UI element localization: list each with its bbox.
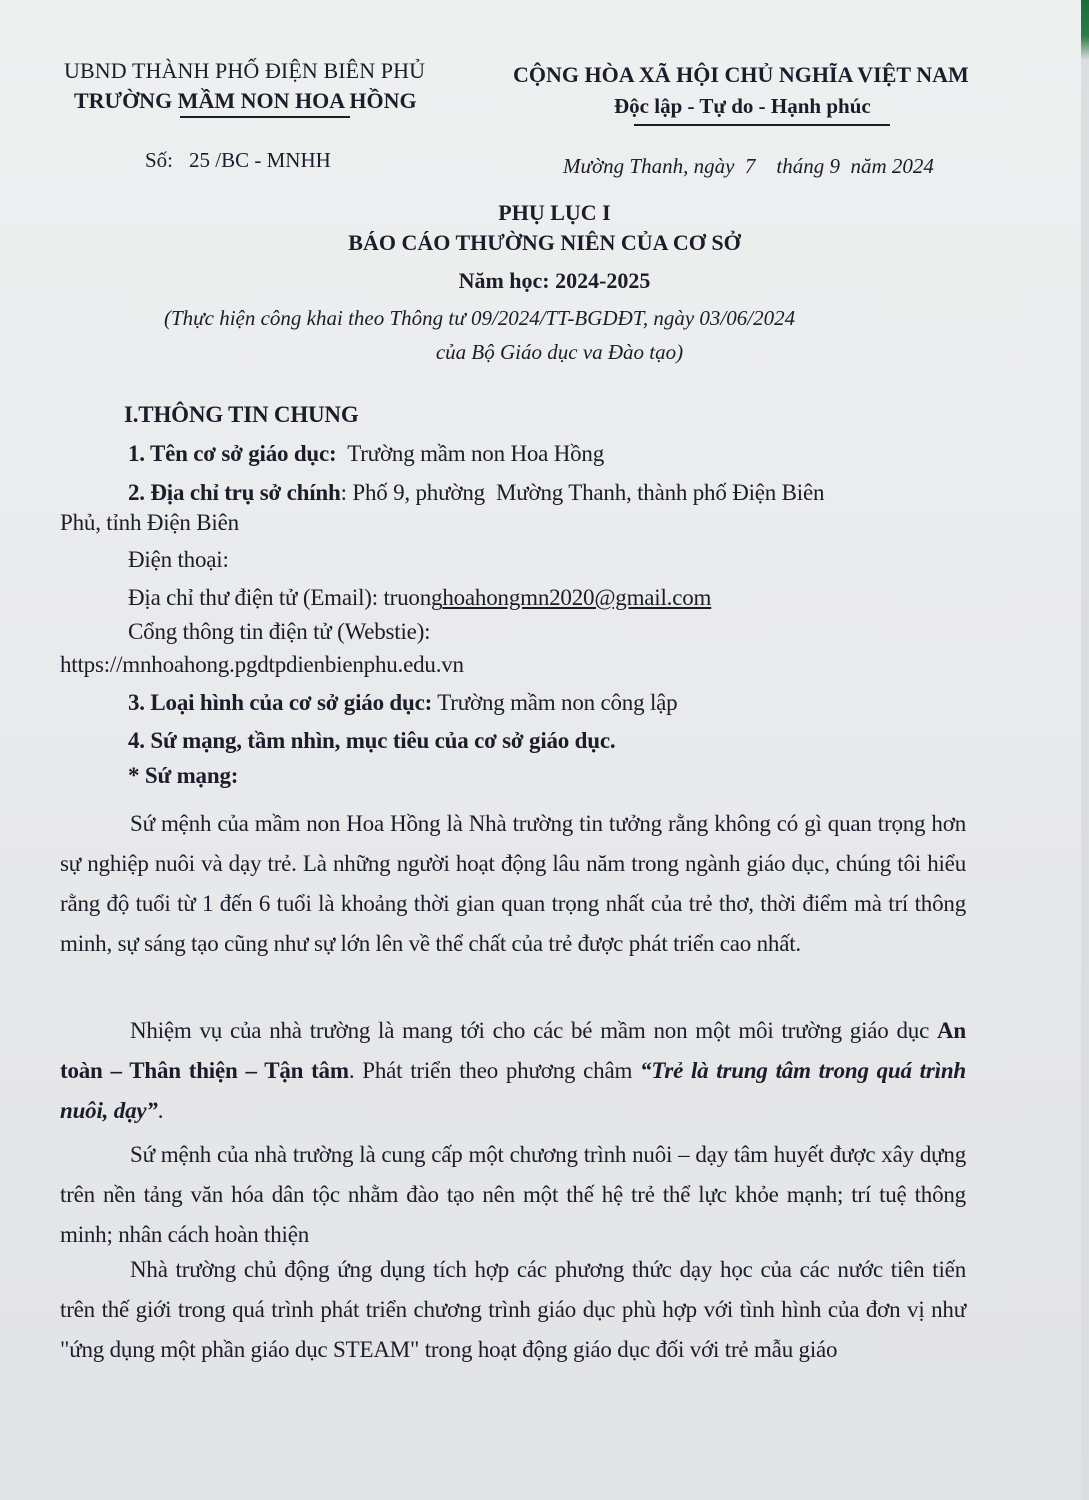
- appendix-title: PHỤ LỤC I: [498, 200, 611, 225]
- legal-basis-note-line1: (Thực hiện công khai theo Thông tư 09/2024/TT-BGDĐT, ngày 03/06/2024: [164, 306, 796, 330]
- item-mission-vision-goals: 4. Sứ mạng, tầm nhìn, mục tiêu của cơ sở giáo dục.: [128, 728, 616, 753]
- paragraph-mission-1: Sứ mệnh của mầm non Hoa Hồng là Nhà trường tin tưởng rằng không có gì quan trọng hơn sự nghiệp nuôi và dạy trẻ. Là những người hoạt động lâu năm trong ngành giáo dục, chúng tôi hiểu rằng độ tuổi từ 1 đến 6 tuổi là khoảng thời gian quan trọng nhất của trẻ thơ, thời điểm mà trí thông minh, sự sáng tạo cũng như sự lớn lên về thể chất của trẻ được phát triển cao nhất.: [60, 811, 966, 956]
- paragraph-mission-2: [60, 1011, 966, 1131]
- paragraph-2-emphasis: An toàn – Thân thiện – Tận tâm: [60, 1018, 966, 1083]
- header-right-divider: [634, 124, 890, 126]
- paragraph-2-mid: . Phát triển theo phương châm: [348, 1058, 641, 1083]
- document-number: [145, 148, 331, 173]
- document-number-value: 25 /BC - MNHH: [189, 148, 331, 172]
- item-school-name: [128, 441, 604, 467]
- phone-label: Điện thoại:: [128, 547, 229, 572]
- mission-heading: * Sứ mạng:: [128, 763, 239, 788]
- paragraph-2-motto-quote: “Trẻ là trung tâm trong quá trình nuôi, dạy”: [60, 1058, 966, 1123]
- website-label: Cổng thông tin điện tử (Webstie):: [128, 619, 431, 644]
- item-address-label: 2. Địa chỉ trụ sở chính: [128, 480, 341, 505]
- place-and-date: Mường Thanh, ngày 7 tháng 9 năm 2024: [563, 154, 934, 178]
- header-left-divider: [180, 116, 350, 118]
- item-school-type: [128, 690, 677, 716]
- issuing-authority: UBND THÀNH PHỐ ĐIỆN BIÊN PHỦ: [64, 58, 426, 83]
- national-title: CỘNG HÒA XÃ HỘI CHỦ NGHĨA VIỆT NAM: [513, 62, 969, 87]
- school-name-header: TRƯỜNG MẦM NON HOA HỒNG: [74, 88, 417, 113]
- background-green-edge: [1081, 0, 1089, 60]
- item-school-name-label: 1. Tên cơ sở giáo dục:: [128, 441, 337, 466]
- item-school-type-value: Trường mầm non công lập: [432, 690, 678, 715]
- email-line: [128, 585, 711, 611]
- item-school-type-label: 3. Loại hình của cơ sở giáo dục:: [128, 690, 433, 715]
- paragraph-2-start: Nhiệm vụ của nhà trường là mang tới cho các bé mầm non một môi trường giáo dục: [130, 1018, 937, 1043]
- item-school-name-value: Trường mầm non Hoa Hồng: [347, 441, 605, 466]
- website-url[interactable]: https://mnhoahong.pgdtpdienbienphu.edu.vn: [60, 652, 464, 677]
- paragraph-2-end: .: [157, 1098, 164, 1123]
- item-address-value-line1: : Phố 9, phường Mường Thanh, thành phố Điện Biên: [340, 480, 825, 505]
- section-heading-general-info: I.THÔNG TIN CHUNG: [124, 402, 359, 427]
- paragraph-mission-4: Nhà trường chủ động ứng dụng tích hợp các phương thức dạy học của các nước tiên tiến trên thế giới trong quá trình phát triển chương trình giáo dục phù hợp với tình hình của đơn vị như "ứng dụng một phần giáo dục STEAM" trong hoạt động giáo dục đối với trẻ mẫu giáo: [60, 1257, 966, 1362]
- school-year: Năm học: 2024-2025: [458, 268, 651, 293]
- legal-basis-note-line2: của Bộ Giáo dục va Đào tạo): [435, 340, 684, 364]
- item-address: [128, 480, 824, 506]
- national-motto: Độc lập - Tự do - Hạnh phúc: [614, 94, 871, 118]
- email-link[interactable]: hoahongmn2020@gmail.com: [442, 585, 712, 610]
- email-label: Địa chỉ thư điện tử (Email):: [128, 585, 384, 610]
- email-prefix[interactable]: truong: [383, 585, 443, 610]
- paragraph-mission-3: Sứ mệnh của nhà trường là cung cấp một chương trình nuôi – dạy tâm huyết được xây dựng trên nền tảng văn hóa dân tộc nhằm đào tạo nên một thế hệ trẻ thể lực khỏe mạnh; trí tuệ thông minh; nhân cách hoàn thiện: [60, 1142, 966, 1247]
- report-title: BÁO CÁO THƯỜNG NIÊN CỦA CƠ SỞ: [348, 230, 741, 255]
- item-address-value-line2: Phủ, tỉnh Điện Biên: [60, 510, 239, 535]
- document-number-label: Số:: [145, 148, 174, 172]
